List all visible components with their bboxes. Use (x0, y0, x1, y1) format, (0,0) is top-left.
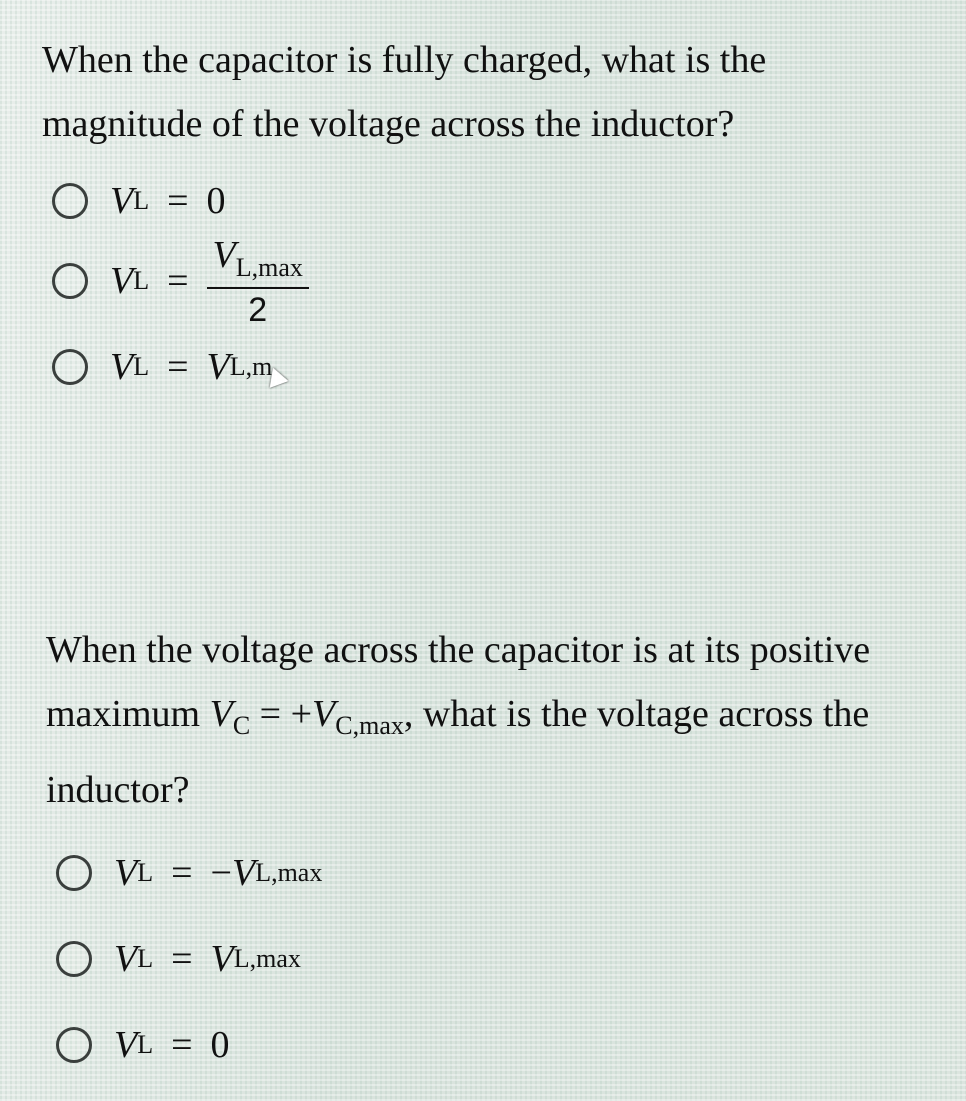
q1-option-1[interactable] (42, 164, 922, 238)
question-2-text: When the voltage across the capacitor is at its positive maximum $V_C = +V_{C,max}$, what is the voltage across the inductor? (46, 629, 871, 811)
fraction (207, 233, 309, 330)
fraction-denominator: 2 (248, 290, 268, 329)
fraction-numerator: $V_{L,max}$ (207, 233, 309, 289)
q2-option-2[interactable] (46, 916, 946, 1002)
question-1-options (42, 164, 922, 410)
option-formula: V L = − V L,max (114, 852, 323, 894)
q1-option-2[interactable] (42, 233, 922, 329)
q2-option-3[interactable] (46, 1002, 946, 1088)
q2-option-1[interactable] (46, 830, 946, 916)
option-formula: V L = V L,max (114, 938, 301, 980)
radio-button-icon[interactable] (56, 1027, 92, 1063)
option-formula: V L = V L,m (110, 345, 286, 389)
radio-button-icon[interactable] (56, 941, 92, 977)
q1-option-3[interactable] (42, 324, 922, 410)
question-2 (46, 618, 946, 1088)
radio-button-icon[interactable] (52, 263, 88, 299)
option-formula: V L = 0 (114, 1024, 230, 1066)
question-1-text: When the capacitor is fully charged, what is the magnitude of the voltage across the inductor? (42, 39, 767, 145)
question-2-options (46, 830, 946, 1088)
radio-button-icon[interactable] (56, 855, 92, 891)
radio-button-icon[interactable] (52, 183, 88, 219)
option-formula: V L = $\frac{V_{L,max}}{2}$ (110, 233, 309, 330)
option-formula: V L = 0 (110, 180, 226, 222)
question-1 (42, 28, 922, 410)
radio-button-icon[interactable] (52, 349, 88, 385)
